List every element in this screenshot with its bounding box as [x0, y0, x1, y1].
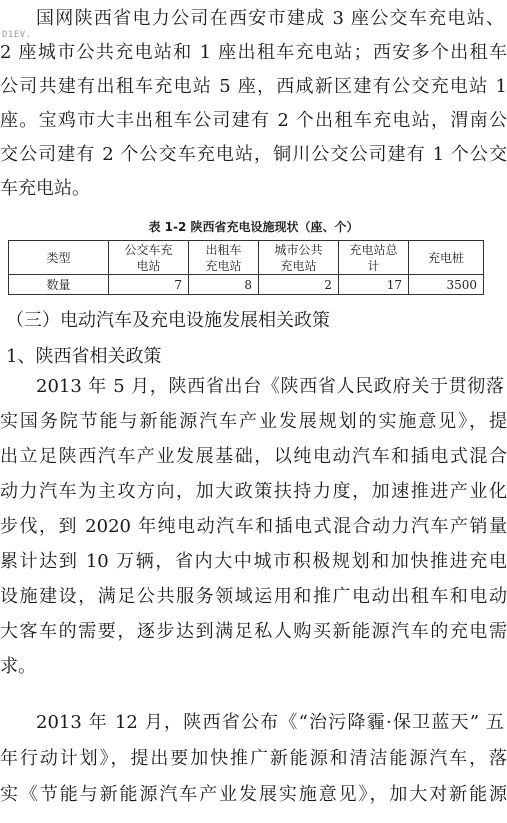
text-line: 2013 年 5 月，陕西省出台《陕西省人民政府关于贯彻落: [36, 376, 504, 397]
value-cell: 17: [339, 275, 409, 295]
text-line: 交公司建有 2 个公交车充电站，铜川公交公司建有 1 个公交: [0, 144, 507, 165]
text-line: 累计达到 10 万辆，省内大中城市积极规划和加快推进充电: [0, 551, 507, 572]
text-line: 大客车的需要，逐步达到满足私人购买新能源汽车的充电需: [0, 621, 507, 642]
table-caption: 表 1-2 陕西省充电设施现状（座、个）: [148, 220, 359, 234]
value-cell: 2: [259, 275, 339, 295]
header-cell: 充电站总 计: [339, 241, 409, 275]
charging-facilities-table: [8, 240, 484, 295]
header-cell: 公交车充 电站: [109, 241, 189, 275]
text-line: 实《节能与新能源汽车产业发展实施意见》，加大对新能源: [0, 784, 507, 805]
text-line: 2013 年 12 月，陕西省公布《“治污降霾·保卫蓝天” 五: [36, 712, 504, 733]
header-cell: 类型: [9, 241, 109, 275]
text-line: 步伐，到 2020 年纯电动汽车和插电式混合动力汽车产销量: [0, 516, 507, 537]
text-line: 2 座城市公共充电站和 1 座出租车充电站；西安多个出租车: [0, 42, 507, 63]
header-cell: 城市公共 充电站: [259, 241, 339, 275]
header-cell: 充电桩: [409, 241, 484, 275]
sub-heading: 1、陕西省相关政策: [6, 346, 162, 367]
text-line: 出立足陕西汽车产业发展基础，以纯电动汽车和插电式混合: [0, 446, 507, 467]
row-label-cell: 数量: [9, 275, 109, 295]
header-cell: 出租车 充电站: [189, 241, 259, 275]
text-line: 求。: [0, 656, 36, 677]
table-row: [9, 275, 484, 295]
section-heading: （三）电动汽车及充电设施发展相关政策: [6, 310, 330, 331]
text-line: 国网陕西省电力公司在西安市建成 3 座公交车充电站、: [36, 8, 504, 29]
text-line: 实国务院节能与新能源汽车产业发展规划的实施意见》，提: [0, 411, 507, 432]
text-line: 车充电站。: [0, 178, 90, 199]
text-line: 设施建设，满足公共服务领域运用和推广电动出租车和电动: [0, 586, 507, 607]
value-cell: 8: [189, 275, 259, 295]
text-line: 年行动计划》，提出要加快推广新能源和清洁能源汽车，落: [0, 748, 507, 769]
value-cell: 7: [109, 275, 189, 295]
text-line: 座。宝鸡市大丰出租车公司建有 2 个出租车充电站，渭南公: [0, 110, 507, 131]
watermark: D1EV.: [2, 30, 32, 40]
text-line: 动力汽车为主攻方向，加大政策扶持力度，加速推进产业化: [0, 481, 507, 502]
text-line: 公司共建有出租车充电站 5 座，西咸新区建有公交充电站 1: [0, 76, 507, 97]
value-cell: 3500: [409, 275, 484, 295]
table-header-row: [9, 241, 484, 275]
